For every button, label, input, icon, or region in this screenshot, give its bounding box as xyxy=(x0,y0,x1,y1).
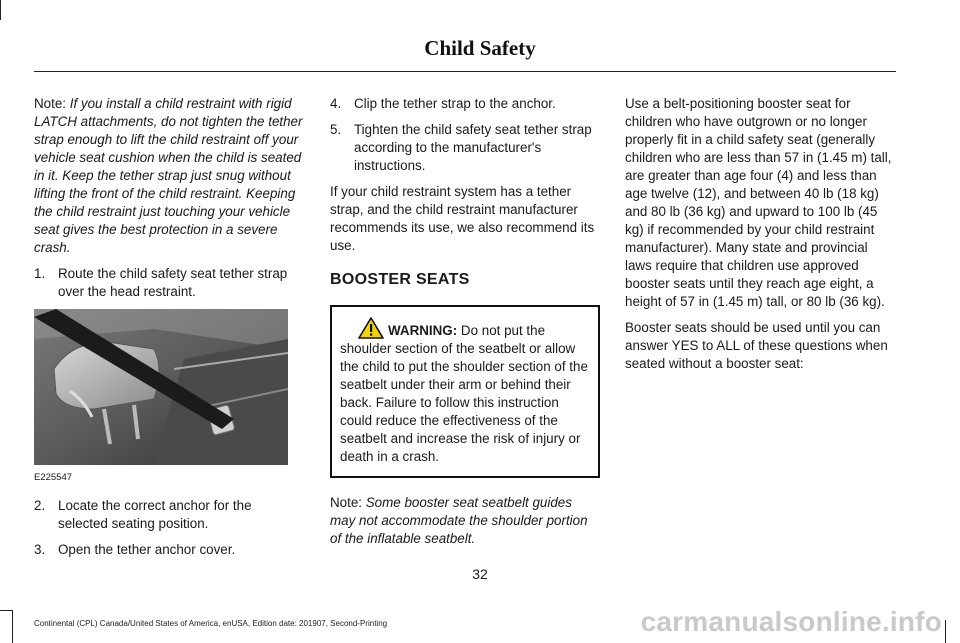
crop-mark xyxy=(945,620,946,643)
step-number: 2. xyxy=(34,498,46,513)
step-text: Locate the correct anchor for the selected seating position. xyxy=(58,498,252,531)
figure-code: E225547 xyxy=(34,472,73,483)
column-middle xyxy=(330,95,600,556)
tether-strap-illustration xyxy=(34,309,288,465)
page-title: Child Safety xyxy=(424,36,536,60)
crop-mark xyxy=(0,610,13,611)
step-number: 5. xyxy=(330,122,342,137)
column-right xyxy=(625,95,895,381)
booster-note-paragraph xyxy=(330,494,600,548)
header-divider xyxy=(34,71,896,72)
tether-recommendation-paragraph: If your child restraint system has a tether strap, and the child restraint manufacturer recommends its use, we also recommend its use. xyxy=(330,184,595,253)
step-number: 3. xyxy=(34,542,46,557)
booster-questions-intro: Booster seats should be used until you can answer YES to ALL of these questions when seated without a booster seat: xyxy=(625,320,888,371)
edition-footer: Continental (CPL) Canada/United States of America, enUSA, Edition date: 201907, Second-Printing xyxy=(34,619,388,628)
step-text: Route the child safety seat tether strap over the head restraint. xyxy=(58,266,288,299)
crop-mark xyxy=(0,0,1,20)
step-4 xyxy=(330,95,600,113)
step-text: Open the tether anchor cover. xyxy=(58,542,236,557)
page-number: 32 xyxy=(472,566,488,582)
step-3 xyxy=(34,541,304,559)
note-paragraph xyxy=(34,95,304,257)
step-text: Tighten the child safety seat tether strap according to the manufacturer's instructions. xyxy=(354,122,592,173)
note-text: Some booster seat seatbelt guides may not accommodate the shoulder portion of the inflatable seatbelt. xyxy=(330,495,588,546)
warning-text: Do not put the shoulder section of the seatbelt or allow the child to put the shoulder section of the seatbelt under their arm or behind their back. Failure to follow this instruction could reduce the effectiveness of the seatbelt and increase the risk of injury or death in a crash. xyxy=(340,323,588,464)
warning-triangle-icon xyxy=(358,317,384,339)
step-2 xyxy=(34,497,304,533)
step-number: 1. xyxy=(34,266,46,281)
column-left xyxy=(34,95,304,567)
note-text: If you install a child restraint with rigid LATCH attachments, do not tighten the tether strap enough to lift the child restraint off your vehicle seat cushion when the child is seated in it. Keep the tether strap just snug without lifting the front of the child restraint. Keeping the child restraint just touching your vehicle seat gives the best protection in a severe crash. xyxy=(34,96,303,255)
step-number: 4. xyxy=(330,96,342,111)
section-heading-booster-seats: BOOSTER SEATS xyxy=(330,271,470,288)
warning-box xyxy=(330,305,600,478)
crop-mark xyxy=(12,610,13,643)
step-1 xyxy=(34,265,304,301)
note-label: Note: xyxy=(330,495,363,510)
warning-title: WARNING: xyxy=(388,323,458,338)
booster-usage-paragraph: Use a belt-positioning booster seat for children who have outgrown or no longer properly fit in a child safety seat (generally children who are less than 57 in (1.45 m) tall, are greater than age four (4) and less than age twelve (12), and between 40 lb (18 kg) and 80 lb (36 kg) and upward to 100 lb (45 kg) if recommended by your child restraint manufacturer). Many state and provincial laws require that children use approved booster seats until they reach age eight, a height of 57 in (1.45 m) tall, or 80 lb (36 kg). xyxy=(625,96,892,309)
watermark: carmanualsonline.info xyxy=(640,606,942,637)
step-5 xyxy=(330,121,600,175)
tether-strap-image xyxy=(34,309,288,465)
step-text: Clip the tether strap to the anchor. xyxy=(354,96,556,111)
note-label: Note: xyxy=(34,96,67,111)
